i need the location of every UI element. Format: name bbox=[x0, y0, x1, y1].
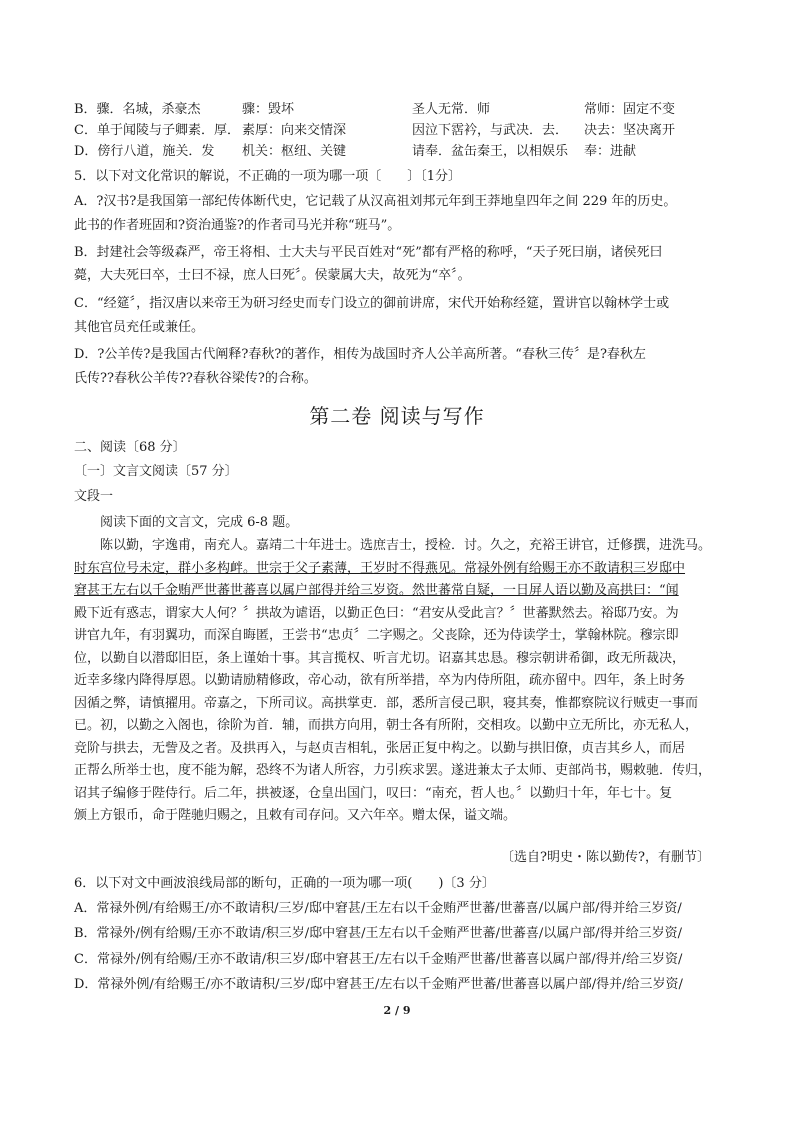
passage-line: 已。初，以勤之入阁也，徐阶为首．辅，而拱方向用，朝士各有所附，交相攻。以勤中立无所比，亦无私人， bbox=[74, 718, 699, 733]
passage-line: 竞阶与拱去，无訾及之者。及拱再入，与赵贞吉相轧，张居正复中构之。以勤与拱旧僚，贞吉其乡人，而居 bbox=[74, 740, 686, 756]
classical-passage bbox=[74, 535, 726, 828]
option-text: D．傍行八道，施关．发 bbox=[74, 144, 215, 159]
option-gloss: 决去：坚决离开 bbox=[584, 123, 676, 138]
q6-option-b: B．常禄外/例有给赐/王亦不敢请/积三岁/邸中窘甚/王左右以千金贿严世蕃/世蕃喜/以属户部/得并给三岁资/ bbox=[74, 926, 682, 941]
q5-option-c: C．“经筵〞，指汉唐以来帝王为研习经史而专门设立的御前讲席，宋代开始称经筵，置讲官以翰林学士或 bbox=[74, 296, 670, 311]
option-gloss: 骤：毁坏 bbox=[242, 102, 295, 117]
q5-option-b-cont: 薨，大夫死曰卒，士曰不禄，庶人曰死〞。侯蒙属大夫，故死为“卒〞。 bbox=[74, 268, 471, 283]
page-number: 2 / 9 bbox=[383, 1004, 411, 1017]
q6-option-d: D．常禄外例/有给赐王/亦不敢请积/三岁/邸中窘甚王/左右以千金贿严世蕃/世蕃喜以属户部/得并/给三岁资/ bbox=[74, 977, 683, 992]
q6-stem: 6．以下对文中画波浪线局部的断句，正确的一项为哪一项( )〔3 分〕 bbox=[74, 876, 495, 891]
option-text: 圣人无常．师 bbox=[412, 102, 491, 117]
section-title: 第二卷 阅读与写作 bbox=[309, 404, 485, 428]
passage-line: 时东宫位号未定，群小多构衅。世宗于父子素薄，王岁时不得燕见。常禄外例有给赐王亦不敢请积三岁邸中 bbox=[74, 560, 686, 576]
source-citation: 〔选自?明史・陈以勤传?，有删节〕 bbox=[501, 850, 710, 865]
passage-line: 殿下近有惑志，谓家大人何？〞拱故为谑语，以勤正色曰：“君安从受此言？〞世蕃默然去。裕邸乃安。为 bbox=[74, 605, 679, 621]
q5-stem: 5．以下对文化常识的解说，不正确的一项为哪一项〔 〕〔1分〕 bbox=[74, 169, 462, 184]
q5-option-d: D．?公羊传?是我国古代阐释?春秋?的著作，相传为战国时齐人公羊高所著。“春秋三传〞是?春秋左 bbox=[74, 347, 646, 362]
passage-line: 窘甚王左右以千金贿严世蕃世蕃喜以属户部得并给三岁资。然世蕃常自疑，一日屏人语以勤及高拱曰：“闻 bbox=[74, 583, 679, 598]
passage-line: 陈以勤，字逸甫，南充人。嘉靖二十年进士。选庶吉士，授检．讨。久之，充裕王讲官，迁修撰，进洗马。 bbox=[100, 538, 712, 553]
passage-line: 近幸多缘内降得厚恩。以勤请励精修政，帝心动，欲有所举措，卒为内侍所阻，疏亦留中。四年，条上时务 bbox=[74, 673, 686, 688]
passage-label: 文段一 bbox=[74, 489, 114, 504]
q5-option-c-cont: 其他官员充任或兼任。 bbox=[74, 320, 205, 335]
option-text: 因泣下霑衿，与武决．去． bbox=[412, 123, 569, 138]
passage-line: 讲官九年，有羽翼功，而深自晦匿，王尝书“忠贞〞二字赐之。父丧除，还为侍读学士，掌翰林院。穆宗即 bbox=[74, 628, 679, 643]
option-text: 请奉．盆缶秦王，以相娱乐 bbox=[412, 144, 569, 159]
instruction: 阅读下面的文言文，完成 6-8 题。 bbox=[100, 515, 299, 530]
option-gloss: 奉：进献 bbox=[584, 144, 637, 159]
passage-line: 因循之弊，请慎擢用。帝嘉之，下所司议。高拱掌吏．部，悉所言侵己职，寝其奏，惟都察院议行贼吏一事而 bbox=[74, 695, 699, 711]
passage-line: 位，以勤自以潜邸旧臣，条上谨始十事。其言揽权、听言尤切。诏嘉其忠恳。穆宗朝讲希御，政无所裁决， bbox=[74, 650, 686, 666]
option-gloss: 素厚：向来交情深 bbox=[242, 123, 347, 138]
option-text: B．骤．名城，杀豪杰 bbox=[74, 102, 201, 117]
option-text: C．单于闻陵与子卿素．厚． bbox=[74, 123, 240, 138]
q5-option-b: B．封建社会等级森严，帝王将相、士大夫与平民百姓对“死”都有严格的称呼，“天子死曰崩，诸侯死曰 bbox=[74, 245, 663, 260]
q5-option-a-cont: 此书的作者班固和?资治通鉴?的作者司马光并称“班马”。 bbox=[74, 218, 401, 233]
q5-option-d-cont: 氏传??春秋公羊传??春秋谷梁传?的合称。 bbox=[74, 371, 317, 386]
passage-line: 诏其子编修于陛侍行。后二年，拱被逐，仓皇出国门，叹曰：“南充，哲人也。〞以勤归十年，年七十。复 bbox=[74, 785, 673, 801]
part-heading: 二、阅读〔68 分〕 bbox=[74, 440, 186, 455]
passage-line: 正帮么所举士也，度不能为解，恐终不为诸人所容，力引疾求罢。遂进兼太子太师、吏部尚书，赐敕驰．传归， bbox=[74, 763, 712, 778]
q6-option-c: C．常禄外/例有给赐/王亦不敢请/积三岁/邸中窘甚王/左右以千金贿严世蕃/世蕃喜以属户部/得并/给三岁资/ bbox=[74, 952, 683, 967]
q6-option-a: A．常禄外例/有给赐王/亦不敢请积/三岁/邸中窘甚/王左右以千金贿严世蕃/世蕃喜/以属户部/得并给三岁资/ bbox=[74, 901, 682, 916]
subpart-heading: 〔一〕文言文阅读〔57 分〕 bbox=[74, 464, 238, 479]
passage-line: 颁上方银币，命于陛驰归赐之，且敕有司存问。又六年卒。赠太保，谥文端。 bbox=[74, 808, 517, 823]
q5-option-a: A．?汉书?是我国第一部纪传体断代史，它记载了从汉高祖刘邦元年到王莽地皇四年之间 229 年的历史。 bbox=[74, 194, 677, 209]
option-gloss: 常师：固定不变 bbox=[584, 102, 676, 117]
option-gloss: 机关：枢纽、关键 bbox=[242, 144, 347, 159]
